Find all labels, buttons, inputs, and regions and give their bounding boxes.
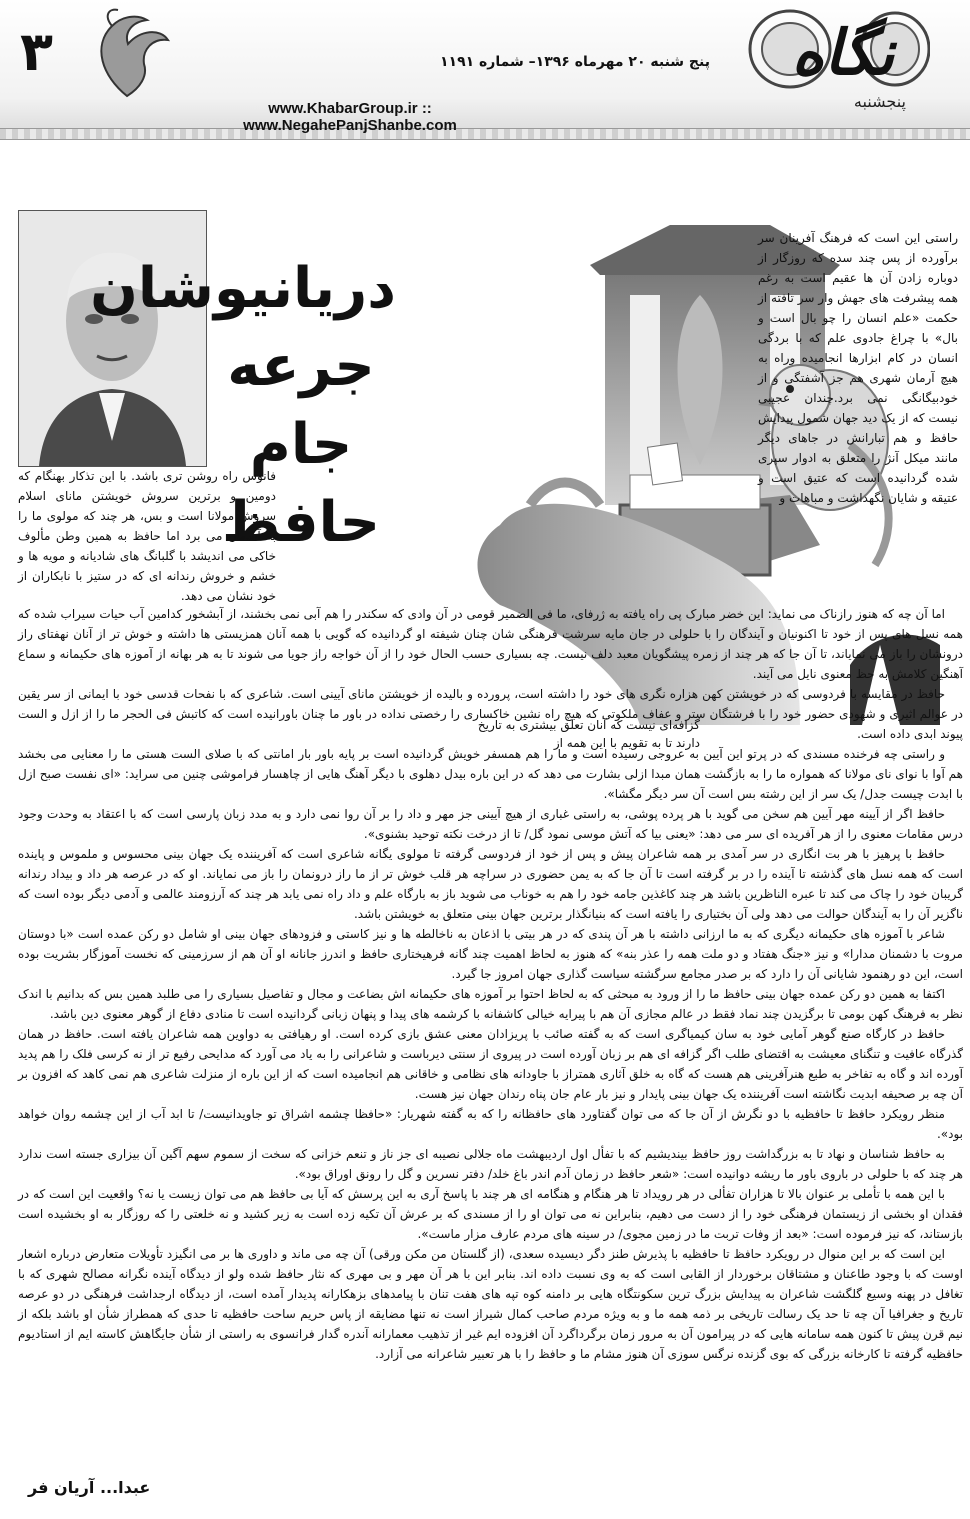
- page-number: ۳: [20, 20, 53, 83]
- photo-caption: گزافه‌ای نیست که آنان تعلق بیشتری به تاریخ دارند تا به تقویم با این همه از: [477, 718, 700, 750]
- logo-subtitle: پنجشنبه: [853, 92, 906, 111]
- paragraph: حافظ با پرهیز با هر بت انگاری در سر آمدی بر همه شاعران پیش و پس از خود از فردوسی گرفته تا مولوی یگانه شاعری است که آفریننده یک جهان بینی محسوس و ملموس و پاینده است که همه نسل های گذشته تا آینده را در بر گرفته است تا آن جا که به یمن حضوری در سراچه هر قلب خوش تر از ما راز درونمان را باز می نمایاند. او که در عرصه هر داد و بیداد رندانه گریبان خود را چاک می کند تا عبره الناظرین باشد هر چند کاغذین جامه خود را هم به خوناب می شوید باز به بارگاه علم و داد راه نمی یابد هر چند که آرزومند عالمی و آدمی دیگر بوده است که ناگزیر آن را به آیندگان حوالت می دهد ولی آن بختیاری را یافته است که بنیانگذار برترین جهان بینی متعلق به خویشتن باشد.: [18, 847, 963, 921]
- paragraph: و راستی چه فرخنده مسندی که در پرتو این آیین به عروجی رسیده است و ما را هم همسفر خویش گردانیده است بر پایه باور بار امانتی که با صلای الست هستی ما را معنایی می بخشد هم آوا با نوای نای مولانا که همواره ما را به بازگشت همان مبدا ازلی بشارت می دهد که در این باره بیدل دهلوی با دیگر آهنگ هایی از چاهسار فراموشی چنین می سراید: «ای نفست صبح ازل با ابدت چیست جدل/ یک سر از این رشته بس است آن سر دیگر مگشا».: [18, 747, 963, 801]
- logo-text: نگاه: [791, 16, 895, 89]
- paragraph: شاعر با آموزه های حکیمانه دیگری که به ما ارزانی داشته با هر آن پندی که در هر بیتی با اذعان به ناخالطه ها و نیز کاستی و فزودهای جهان بینی او شامل دو رکن عمده است «با دوستان مروت با دشمنان مدارا» و نیز «جنگ هفتاد و دو ملت همه را عذر بنه» که هنوز به لحاظ اهمیت چند گانه فرهیختاری حافظ و اندرز جانانه او آن هم از سرزمینی که نخست آموزگار بشریت بوده است، این دو رهنمود شایانی آن را دارد که بر صدر مجامع سرگشته سیاست گذاری جهان امروز جا گیرد.: [18, 927, 963, 981]
- author-byline: عبدا... آریان فر: [28, 1478, 151, 1497]
- article-body: [18, 604, 963, 1364]
- websites-line[interactable]: www.KhabarGroup.ir :: www.NegahePanjShanbe.com: [243, 100, 457, 134]
- paragraph: اما آن چه که هنوز رازناک می نماید: این خضر مبارک پی راه یافته به ژرفای، ما فی الضمیر قومی در آن وادی که سکندر را هم آبی نمی بخشند، از آبشخور کدامین آب حیات سیراب شده که همه نسل های پس از خود تا اکنونیان و آیندگان را با حلولی در جان مایه سرشت فرهنگی شان چنان شیفته او گردانیده که گویی با همه آنان همزیستی ها داشته و خوش تر از آنان نهفتای راز درونشان را باز می نمایاند، تا آن جا که هر چند از زمره پیشگویان معبد دلف نیست. چه بسیاری حسب الحال خود را از آن خواجه راز جویا می شوند تا به هر بهانه از آموزه های حکیمانه و سماع آهنگین کلامش به حظ معنوی نایل می آیند.: [18, 607, 963, 681]
- intro-column: راستی این است که فرهنگ آفرینان سر برآورده از پس چند سده که روزگار از دوباره زادن آن ها عقیم است به رغم همه پیشرفت های جهش وار سر تافته از حکمت «علم انسان را چو بال است و بال» با چراغ جادوی علم که با بردگی انسان در کام ابزارها انجامیده وراه به هیچ آرمان شهری هم جز آشفتگی و از خودبیگانگی نمی برد.چندان عجیبی نیست که از یک دید جهان شمول پیدایش حافظ و هم تبارانش در جاهای دیگر مانند میکل آنژ را متعلق به ادوار سپری شده گردانیده است که عتیق است و عتیقه و شایان نگهداشت و مباهات و: [758, 231, 958, 505]
- paragraph: این است که بر این منوال در رویکرد حافظ تا حافظیه با پذیرش طنز دگر دیسیده سعدی، (از گلستان من مکن ورقی) آن چه می ماند و داوری ها بر می انگیزد تأویلات متعارض درباره اشعار اوست که با وجود طاعنان و مشتاقان برخوردار از القابی است که به وی نسبت داده اند. بنابر این با هر آن مهر و بی مهری که نثار حافظ شده ولو از دیدگاه آینده نگرانه مصالح شهری که با تغافل در پهنه وسیع گلگشت شاعران به پیدایش بزرگ ترین سکونتگاه هایی بر دامنه کوه تپه های هفت تنان با پیامدهای بزهکارانه پدیدار آمده است، از دیدگاه ارجداشت فرهنگی در دو عرصه تاریخ و جغرافیا آن چه تا حد یک رسالت تاریخی بر ذمه همه ما و به ویژه مردم صاحب کمال شیراز است نه تنها مضایقه از پاس حریم ساحت حافظیه تا حدی که همطراز شأن او باشد بلکه از نیم قرن پیش تا کنون همه سامانه هایی که در پیرامون آن به مرور زمان برگرداگرد آن افزوده ایم غیر از تذهیب معمارانه آندره گدار فرانسوی به راستی از شأن جایگاهش کاسته ایم از استادیوم حافظیه گرفته تا کارخانه بزرگی که بوی گزنده نرگس سوزی آن هنوز مشام ما و حافظ را با هر تعبیر شاعرانه می آزارد.: [18, 1247, 963, 1361]
- paragraph: با این همه با تأملی بر عنوان بالا تا هزاران تفألی در هر رویداد تا هر هنگام و هنگامه ای هر چند با پاسخ آری به این پرسش که آیا بی حافظ هم می توان زیست یا نه؟ واقعیت این است که در فقدان او بخشی از زیستمان فرهنگی خود را از دست می دهیم، بنابراین نه می توان او را از مسندی که بر عرش آن تکیه زده است به زیر کشید و نه خلعتی را که روزگار به او بخشیده است بازستاند، که نیز فرموده است: «بعد از وفات تربت ما در زمین مجوی/ در سینه های مردم عارف مزار ماست».: [18, 1187, 963, 1241]
- author-portrait: [18, 210, 207, 467]
- headline-line-1: دریانیوشان: [90, 256, 396, 321]
- headline-line-2: جرعه جام: [227, 334, 375, 477]
- paragraph: حافظ در مقایسه با فردوسی که در خویشتن کهن هزاره نگری های خود را داشته است، پرورده و بالیده از خویشتن مانای آیینی است. شاعری که با نفحات قدسی خود با ایمانی از سر یقین در عوالم اثیری و شهودی حضور خود را با فرشتگان ستر و عفاف ملکوتی که هیچ راه نشین خاکساری را رخصتی نداده در باور ما چنان باورانیده است که کاتبش فی الحجر ما را از ازل و الست پیوند ابدی داده است.: [18, 687, 963, 741]
- paragraph: منظر رویکرد حافظ تا حافظیه با دو نگرش از آن جا که می توان گفتاورد های حافظانه را که به گفته شهریار: «حافظا چشمه اشراق تو جاویدانیست/ تا ابد آب از این چشمه روان خواهد بود».: [18, 1107, 963, 1141]
- paragraph: اکتفا به همین دو رکن عمده جهان بینی حافظ ما را از ورود به مبحثی که به لحاظ احتوا بر آموزه های حکیمانه اش بضاعت و مجال و تفاصیل بسیاری را می طلبد همین بس که بدانیم با اندک نظر به فرهنگ کهن بومی تا برگزیدن چند نماد فقط در عالم مجازی آن هم با پیرایه خیالی کاشفانه با کرشمه های پیدا و پنهان زبانی گردانیده است تا منادی دفاع از گوهر معنوی دین باشد.: [18, 987, 963, 1021]
- issue-date-line: پنج شنبه ۲۰ مهرماه ۱۳۹۶– شماره ۱۱۹۱: [439, 54, 710, 70]
- left-intro-column: فانوس راه روشن تری باشد. با این تذکار بهنگام که دومین و برترین سروش خویشتن مانای اسلام سروش مولانا است و بس، هر چند که مولوی ما را به آسمان می برد اما حافظ به همین وطن مألوف خاکی می اندیشد با گلبانگ های شادیانه و مویه ها و خشم و خروش رندانه ای که در ستیز با نابکاران از خود نشان می دهد.: [18, 469, 276, 603]
- headline-line-3: حافظ: [221, 490, 381, 555]
- paragraph: حافظ اگر از آیینه مهر آیین هم سخن می گوید با هر پرده پوشی، به راستی غباری از هیچ آیینی جز مهر و داد را بر آن روا نمی دارد و به مدد زبان پارسی است که با اعتقاد به وحدت وجود درس مقامات معنوی را از هر آفریده ای سر می دهد: «یعنی بیا که آتش موسی نمود گل/ تا از درخت نکته توحید بشنوی».: [18, 807, 963, 841]
- paragraph: حافظ در کارگاه صنع گوهر آمایی خود به سان کیمیاگری است که به گفته صائب با پریزادان معنی عشق بازی کرده است. او رهیافتی به دواوین همه شاعران یافته است. حافظ در همان گذرگاه عافیت و تنگنای معیشت به اقتضای طلب اگر گزافه ای هم بر زبان آورده است در پیروی از سنتی دیرباست و شاعرانی را به یاد می آورد که مدایحی رفیع تر از نه کرسی فلک را هم پدید آورده اند و گاه به تفاخر به طبع هنرآفرینی هم هست که گاه به خلق آثاری همتراز با جاودانه های نظامی و خاقانی هم انجامیده است که از این باره از منزلت شاعری هم نمی کاهد که افزون بر آن چه بر صحیفه ابدیت نگاشته است آفریننده یک جهان بینی پایدار و نیز بار عام جان پناه رندان جهان نیز هست.: [18, 1027, 963, 1101]
- paragraph: به حافظ شناسان و نهاد تا به بزرگداشت روز حافظ بیندیشیم که با تفأل اول اردیبهشت ماه جلالی نصیبه ای جز ناز و تنعم خزانی که سخت از سموم سهم آگین آن بیزاری جسته است ندارد هر چند که با حلولی در باروی باور ما ریشه دوانیده است: «شعر حافظ در زمان آدم اندر باغ خلد/ دفتر نسرین و گل را رونق اوراق بود».: [18, 1147, 963, 1181]
- phoenix-emblem-icon: [82, 6, 172, 102]
